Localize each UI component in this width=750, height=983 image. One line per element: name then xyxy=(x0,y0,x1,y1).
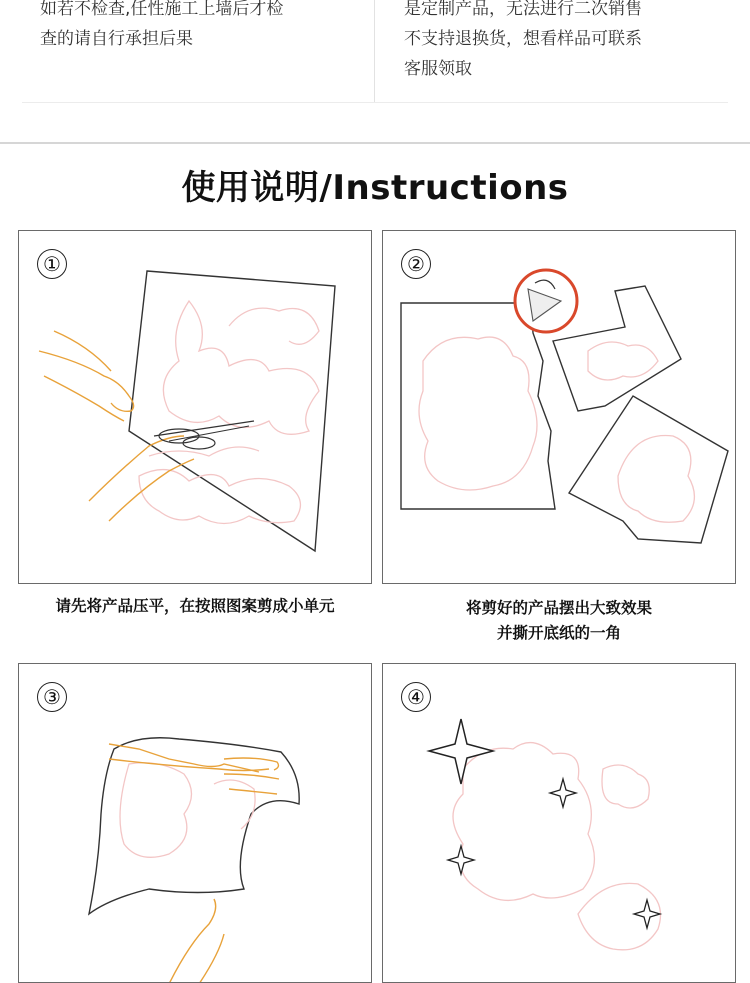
notice-left-text: 如若不检查,任性施工上墙后才检 查的请自行承担后果 xyxy=(40,0,284,49)
notice-bottom-line xyxy=(22,102,728,103)
step-1-number: ① xyxy=(37,249,67,279)
step-4-illustration xyxy=(383,664,736,983)
notice-block xyxy=(0,0,750,143)
notice-divider xyxy=(374,0,375,103)
section-divider xyxy=(0,142,750,144)
step-4-number: ④ xyxy=(401,682,431,712)
step-2-caption: 将剪好的产品摆出大致效果 并撕开底纸的一角 xyxy=(465,599,652,642)
step-1-panel xyxy=(18,230,372,584)
step-3-number: ③ xyxy=(37,682,67,712)
step-2-panel xyxy=(382,230,736,584)
step-1-caption: 请先将产品压平，在按照图案剪成小单元 xyxy=(55,597,335,615)
notice-right-text: 是定制产品，无法进行二次销售 不支持退换货，想看样品可联系 客服领取 xyxy=(404,0,642,79)
step-2-number: ② xyxy=(401,249,431,279)
step-4-panel xyxy=(382,663,736,983)
step-3-panel xyxy=(18,663,372,983)
step-3-illustration xyxy=(19,664,372,983)
step-1-illustration xyxy=(19,231,372,584)
section-title: 使用说明/Instructions xyxy=(181,168,569,208)
step-2-illustration xyxy=(383,231,736,584)
